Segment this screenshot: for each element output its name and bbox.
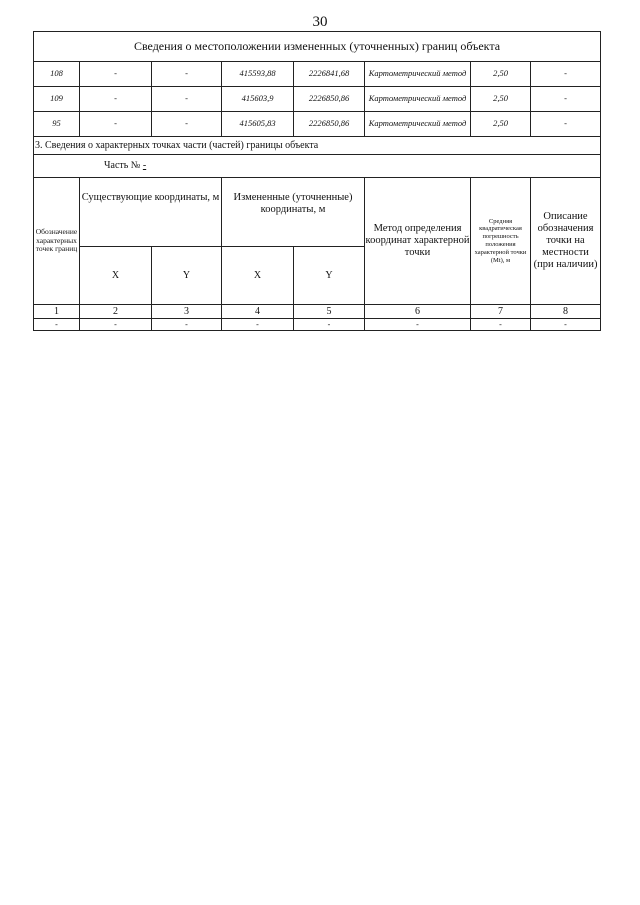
- point-id: 109: [34, 87, 80, 112]
- existing-x: -: [80, 62, 152, 87]
- empty-cell: -: [365, 319, 471, 331]
- header-existing-x: X: [80, 247, 152, 305]
- description: -: [531, 62, 601, 87]
- section-title: Сведения о местоположении измененных (уточненных) границ объекта: [34, 32, 601, 62]
- header-existing-coords: Существующие координаты, м: [80, 178, 222, 247]
- header-method: Метод определения координат характерной точки: [365, 178, 471, 305]
- empty-cell: -: [471, 319, 531, 331]
- changed-y: 2226850,86: [294, 112, 365, 137]
- header-changed-y: Y: [294, 247, 365, 305]
- column-numbers-row: [34, 305, 601, 319]
- part-label: Часть №: [104, 160, 141, 172]
- column-number: 1: [34, 305, 80, 319]
- changed-y: 2226841,68: [294, 62, 365, 87]
- table-row: [34, 112, 601, 137]
- point-id: 95: [34, 112, 80, 137]
- section-3-title: 3. Сведения о характерных точках части (частей) границы объекта: [34, 137, 601, 155]
- description: -: [531, 112, 601, 137]
- column-number: 3: [152, 305, 222, 319]
- changed-x: 415593,88: [222, 62, 294, 87]
- column-number: 5: [294, 305, 365, 319]
- changed-x: 415605,83: [222, 112, 294, 137]
- mean-error: 2,50: [471, 62, 531, 87]
- empty-cell: -: [222, 319, 294, 331]
- header-mean-error: Средняя квадратическая погрешность положения характерной точки (Mt), м: [471, 178, 531, 305]
- column-number: 8: [531, 305, 601, 319]
- point-id: 108: [34, 62, 80, 87]
- existing-y: -: [152, 112, 222, 137]
- method: Картометрический метод: [365, 62, 471, 87]
- column-number: 2: [80, 305, 152, 319]
- column-number: 7: [471, 305, 531, 319]
- empty-cell: -: [80, 319, 152, 331]
- table-row: [34, 62, 601, 87]
- boundary-points-table: [33, 31, 601, 331]
- existing-y: -: [152, 87, 222, 112]
- table-row: [34, 87, 601, 112]
- changed-x: 415603,9: [222, 87, 294, 112]
- method: Картометрический метод: [365, 112, 471, 137]
- existing-y: -: [152, 62, 222, 87]
- existing-x: -: [80, 87, 152, 112]
- changed-y: 2226850,86: [294, 87, 365, 112]
- part-label-cell: [34, 155, 601, 178]
- header-changed-coords: Измененные (уточненные) координаты, м: [222, 178, 365, 247]
- header-existing-y: Y: [152, 247, 222, 305]
- empty-cell: -: [34, 319, 80, 331]
- page-number: 30: [312, 14, 328, 30]
- existing-x: -: [80, 112, 152, 137]
- description: -: [531, 87, 601, 112]
- part-number: -: [142, 160, 147, 172]
- empty-cell: -: [152, 319, 222, 331]
- column-number: 6: [365, 305, 471, 319]
- header-point-designation: Обозначение характерных точек границ: [34, 178, 80, 305]
- mean-error: 2,50: [471, 87, 531, 112]
- mean-error: 2,50: [471, 112, 531, 137]
- empty-cell: -: [531, 319, 601, 331]
- header-description: Описание обозначения точки на местности (при наличии): [531, 178, 601, 305]
- column-number: 4: [222, 305, 294, 319]
- header-changed-x: X: [222, 247, 294, 305]
- empty-cell: -: [294, 319, 365, 331]
- table-row: [34, 319, 601, 331]
- method: Картометрический метод: [365, 87, 471, 112]
